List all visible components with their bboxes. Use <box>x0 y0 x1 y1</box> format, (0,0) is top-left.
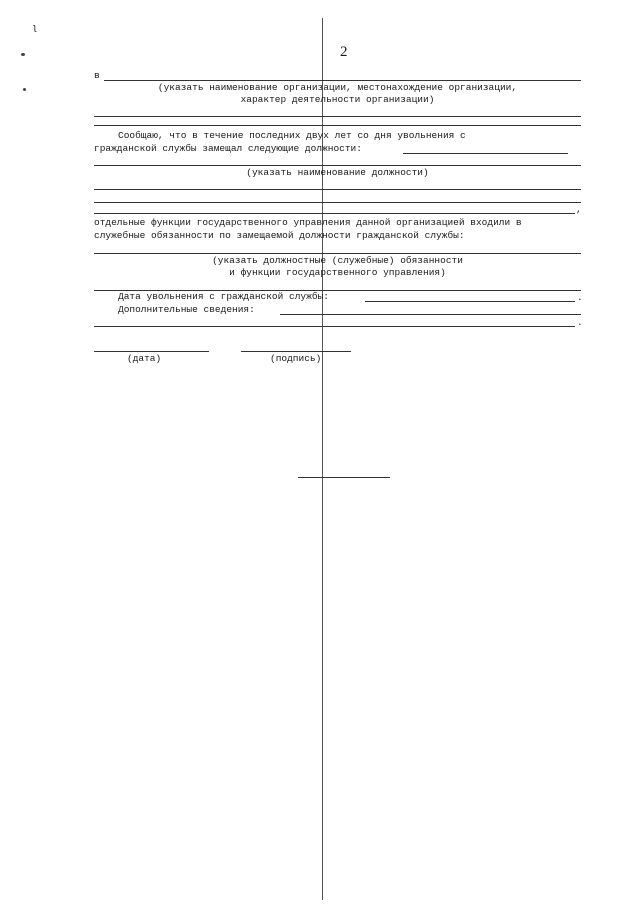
organization-caption-1: (указать наименование организации, местонахождение организации, <box>157 82 518 93</box>
margin-speck <box>23 88 26 91</box>
positions-field-4 <box>94 202 581 203</box>
extra-info-field <box>280 314 581 315</box>
organization-field <box>104 80 581 81</box>
report-line-2: гражданской службы замещал следующие должности: <box>94 143 362 154</box>
duties-caption-2: и функции государственного управления) <box>229 267 446 278</box>
margin-mark: ʅ <box>32 22 38 33</box>
dismissal-date-field <box>365 301 575 302</box>
functions-line-2: служебные обязанности по замещаемой должности гражданской службы: <box>94 230 465 241</box>
functions-line-1: отдельные функции государственного управления данной организацией входили в <box>94 217 522 228</box>
position-caption: (указать наименование должности) <box>246 167 429 178</box>
date-field <box>94 351 209 352</box>
signature-field <box>241 351 351 352</box>
organization-field-2 <box>94 116 581 117</box>
positions-field-5 <box>94 213 575 214</box>
extra-info-field-2 <box>94 326 575 327</box>
extra-period: . <box>577 317 583 328</box>
extra-label: Дополнительные сведения: <box>118 304 255 315</box>
positions-field-3 <box>94 189 581 190</box>
dismissal-label: Дата увольнения с гражданской службы: <box>118 291 329 302</box>
duties-field <box>94 253 581 254</box>
margin-speck <box>21 53 25 56</box>
prep-v: в <box>94 70 100 81</box>
positions-field <box>403 153 568 154</box>
organization-field-3 <box>94 125 581 126</box>
page-number: 2 <box>340 44 348 60</box>
date-caption: (дата) <box>127 353 162 364</box>
organization-caption-2: характер деятельности организации) <box>240 94 435 105</box>
signature-caption: (подпись) <box>270 353 322 364</box>
report-line-1: Сообщаю, что в течение последних двух лет со дня увольнения с <box>118 130 466 141</box>
dismissal-period: . <box>577 292 583 303</box>
comma: , <box>576 204 582 215</box>
closing-separator <box>298 477 390 478</box>
positions-field-2 <box>94 165 581 166</box>
duties-caption-1: (указать должностные (служебные) обязанности <box>212 255 463 266</box>
